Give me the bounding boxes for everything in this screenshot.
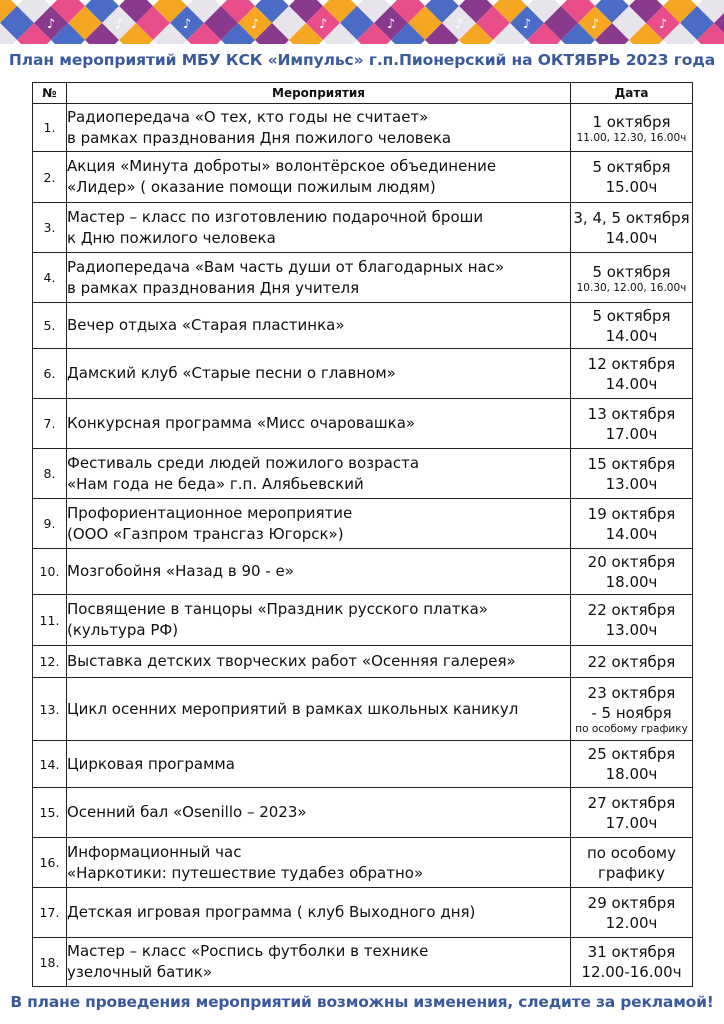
music-note-icon: ♪ — [658, 17, 668, 32]
row-number: 16. — [33, 838, 67, 888]
event-cell — [67, 449, 571, 499]
music-note-icon: ♪ — [250, 17, 260, 32]
date-cell — [571, 253, 693, 303]
music-note-icon: ♪ — [522, 17, 532, 32]
event-line: к Дню пожилого человека — [67, 228, 276, 247]
row-number: 8. — [33, 449, 67, 499]
row-number: 10. — [33, 549, 67, 595]
date-line: 18.00ч — [605, 765, 658, 783]
date-line: 12.00-16.00ч — [581, 963, 682, 981]
footer-notice: В плане проведения мероприятий возможны изменения, следите за рекламой! — [10, 993, 714, 1011]
banner-fade — [0, 44, 724, 50]
date-line: 15.00ч — [605, 178, 658, 196]
column-header-event: Мероприятия — [67, 83, 571, 104]
date-line: 13.00ч — [605, 621, 658, 639]
date-line: 12 октября — [587, 354, 676, 373]
date-line: 22 октября — [587, 601, 676, 619]
event-line: Осенний бал «Osenillo – 2023» — [67, 803, 307, 821]
table-row — [33, 741, 693, 788]
date-cell — [571, 449, 693, 499]
date-line: 17.00ч — [605, 424, 658, 443]
event-line: «Нам года не беда» г.п. Алябьевский — [67, 474, 364, 493]
date-line: 22 октября — [587, 652, 676, 671]
row-number: 3. — [33, 203, 67, 253]
decorative-banner — [0, 0, 724, 50]
event-line: Профориентационное мероприятие — [67, 503, 353, 522]
date-cell — [571, 838, 693, 888]
events-table — [32, 82, 693, 987]
row-number: 7. — [33, 399, 67, 449]
event-line: Конкурсная программа «Мисс очаровашка» — [67, 414, 416, 432]
row-number: 1. — [33, 104, 67, 152]
table-row — [33, 549, 693, 595]
row-number: 14. — [33, 741, 67, 788]
date-note: 10.30, 12.00, 16.00ч — [576, 281, 687, 294]
date-line: 14.00ч — [605, 228, 658, 247]
row-number: 13. — [33, 678, 67, 741]
event-cell — [67, 938, 571, 987]
date-line: 31 октября — [587, 943, 676, 961]
table-row — [33, 349, 693, 399]
date-line: 15 октября — [587, 454, 676, 473]
row-number: 18. — [33, 938, 67, 987]
event-cell — [67, 152, 571, 203]
date-line: 5 октября — [592, 262, 671, 281]
music-note-icon: ♪ — [454, 17, 464, 32]
music-note-icon: ♪ — [46, 17, 56, 32]
column-header-date: Дата — [571, 83, 693, 104]
date-line: графику — [597, 863, 666, 882]
date-line: 14.00ч — [605, 326, 658, 345]
event-line: Фестиваль среди людей пожилого возраста — [67, 453, 420, 472]
date-line: 5 октября — [592, 306, 671, 325]
table-row — [33, 449, 693, 499]
table-row — [33, 303, 693, 349]
event-line: узелочный батик» — [67, 963, 213, 981]
event-line: Вечер отдыха «Старая пластинка» — [67, 316, 345, 334]
event-cell — [67, 303, 571, 349]
music-note-icon: ♪ — [318, 17, 328, 32]
date-line: по особому — [587, 843, 676, 862]
table-row — [33, 838, 693, 888]
date-line: 12.00ч — [605, 913, 658, 932]
event-line: Посвящение в танцоры «Праздник русского платка» — [67, 600, 488, 618]
date-cell — [571, 888, 693, 938]
table-row — [33, 788, 693, 838]
date-line: 23 октября — [587, 684, 676, 702]
date-line: 29 октября — [587, 893, 676, 912]
date-cell — [571, 349, 693, 399]
date-cell — [571, 595, 693, 646]
event-line: Детская игровая программа ( клуб Выходного дня) — [67, 903, 476, 921]
date-line: 27 октября — [587, 793, 676, 812]
event-line: Информационный час — [67, 842, 242, 861]
banner-pattern — [0, 0, 724, 50]
page-title: План мероприятий МБУ КСК «Импульс» г.п.Пионерский на ОКТЯБРЬ 2023 года — [8, 51, 716, 69]
date-cell — [571, 303, 693, 349]
row-number: 6. — [33, 349, 67, 399]
row-number: 5. — [33, 303, 67, 349]
event-line: «Лидер» ( оказание помощи пожилым людям) — [67, 178, 436, 196]
date-line: 13 октября — [587, 404, 676, 423]
music-note-icon: ♪ — [182, 17, 192, 32]
event-cell — [67, 678, 571, 741]
event-line: Дамский клуб «Старые песни о главном» — [67, 364, 396, 382]
event-line: Цикл осенних мероприятий в рамках школьных каникул — [67, 699, 519, 718]
event-cell — [67, 595, 571, 646]
event-cell — [67, 203, 571, 253]
music-note-icon: ♪ — [114, 17, 124, 32]
table-row — [33, 104, 693, 152]
table-row — [33, 152, 693, 203]
music-note-icon: ♪ — [590, 17, 600, 32]
date-line: 5 октября — [592, 158, 671, 176]
event-cell — [67, 838, 571, 888]
table-row — [33, 203, 693, 253]
event-cell — [67, 253, 571, 303]
event-line: (ООО «Газпром трансгаз Югорск») — [67, 524, 344, 543]
event-line: Выставка детских творческих работ «Осенняя галерея» — [67, 652, 516, 670]
row-number: 17. — [33, 888, 67, 938]
music-note-icon: ♪ — [386, 17, 396, 32]
date-note: по особому графику — [575, 723, 688, 735]
event-line: (культура РФ) — [67, 621, 179, 639]
table-header-row — [33, 83, 693, 104]
date-cell — [571, 399, 693, 449]
event-line: Мозгобойня «Назад в 90 - е» — [67, 562, 294, 580]
event-cell — [67, 646, 571, 678]
table-row — [33, 399, 693, 449]
date-cell — [571, 549, 693, 595]
date-line: 17.00ч — [605, 813, 658, 832]
event-line: Мастер – класс «Роспись футболки в технике — [67, 942, 429, 960]
date-cell — [571, 741, 693, 788]
date-line: 13.00ч — [605, 474, 658, 493]
event-line: в рамках празднования Дня учителя — [67, 278, 360, 297]
row-number: 9. — [33, 499, 67, 549]
table-row — [33, 499, 693, 549]
date-cell — [571, 104, 693, 152]
date-cell — [571, 678, 693, 741]
event-cell — [67, 888, 571, 938]
event-line: Радиопередача «О тех, кто годы не считает» — [67, 107, 429, 126]
event-line: «Наркотики: путешествие тудабез обратно» — [67, 863, 424, 882]
date-cell — [571, 499, 693, 549]
event-line: Цирковая программа — [67, 754, 235, 773]
event-cell — [67, 741, 571, 788]
table-row — [33, 646, 693, 678]
date-line: 3, 4, 5 октября — [573, 208, 690, 227]
date-cell — [571, 203, 693, 253]
event-cell — [67, 399, 571, 449]
row-number: 12. — [33, 646, 67, 678]
row-number: 11. — [33, 595, 67, 646]
event-cell — [67, 788, 571, 838]
date-line: 18.00ч — [605, 572, 658, 591]
date-line: 19 октября — [587, 504, 676, 523]
event-line: Акция «Минута доброты» волонтёрское объединение — [67, 157, 497, 175]
event-line: Мастер – класс по изготовлению подарочной броши — [67, 207, 484, 226]
date-note: 11.00, 12.30, 16.00ч — [576, 131, 687, 144]
date-line: 1 октября — [592, 112, 671, 131]
date-cell — [571, 152, 693, 203]
row-number: 2. — [33, 152, 67, 203]
row-number: 4. — [33, 253, 67, 303]
date-cell — [571, 938, 693, 987]
table-row — [33, 888, 693, 938]
date-cell — [571, 788, 693, 838]
event-cell — [67, 499, 571, 549]
event-cell — [67, 549, 571, 595]
row-number: 15. — [33, 788, 67, 838]
table-row — [33, 253, 693, 303]
table-row — [33, 938, 693, 987]
table-row — [33, 678, 693, 741]
date-line: - 5 ноября — [591, 704, 672, 722]
column-header-number: № — [33, 83, 67, 104]
date-line: 20 октября — [587, 552, 676, 571]
event-line: Радиопередача «Вам часть души от благодарных нас» — [67, 257, 505, 276]
date-line: 14.00ч — [605, 374, 658, 393]
date-line: 25 октября — [587, 745, 676, 763]
table-row — [33, 595, 693, 646]
event-cell — [67, 349, 571, 399]
event-line: в рамках празднования Дня пожилого человека — [67, 128, 452, 147]
date-cell — [571, 646, 693, 678]
date-line: 14.00ч — [605, 524, 658, 543]
event-cell — [67, 104, 571, 152]
